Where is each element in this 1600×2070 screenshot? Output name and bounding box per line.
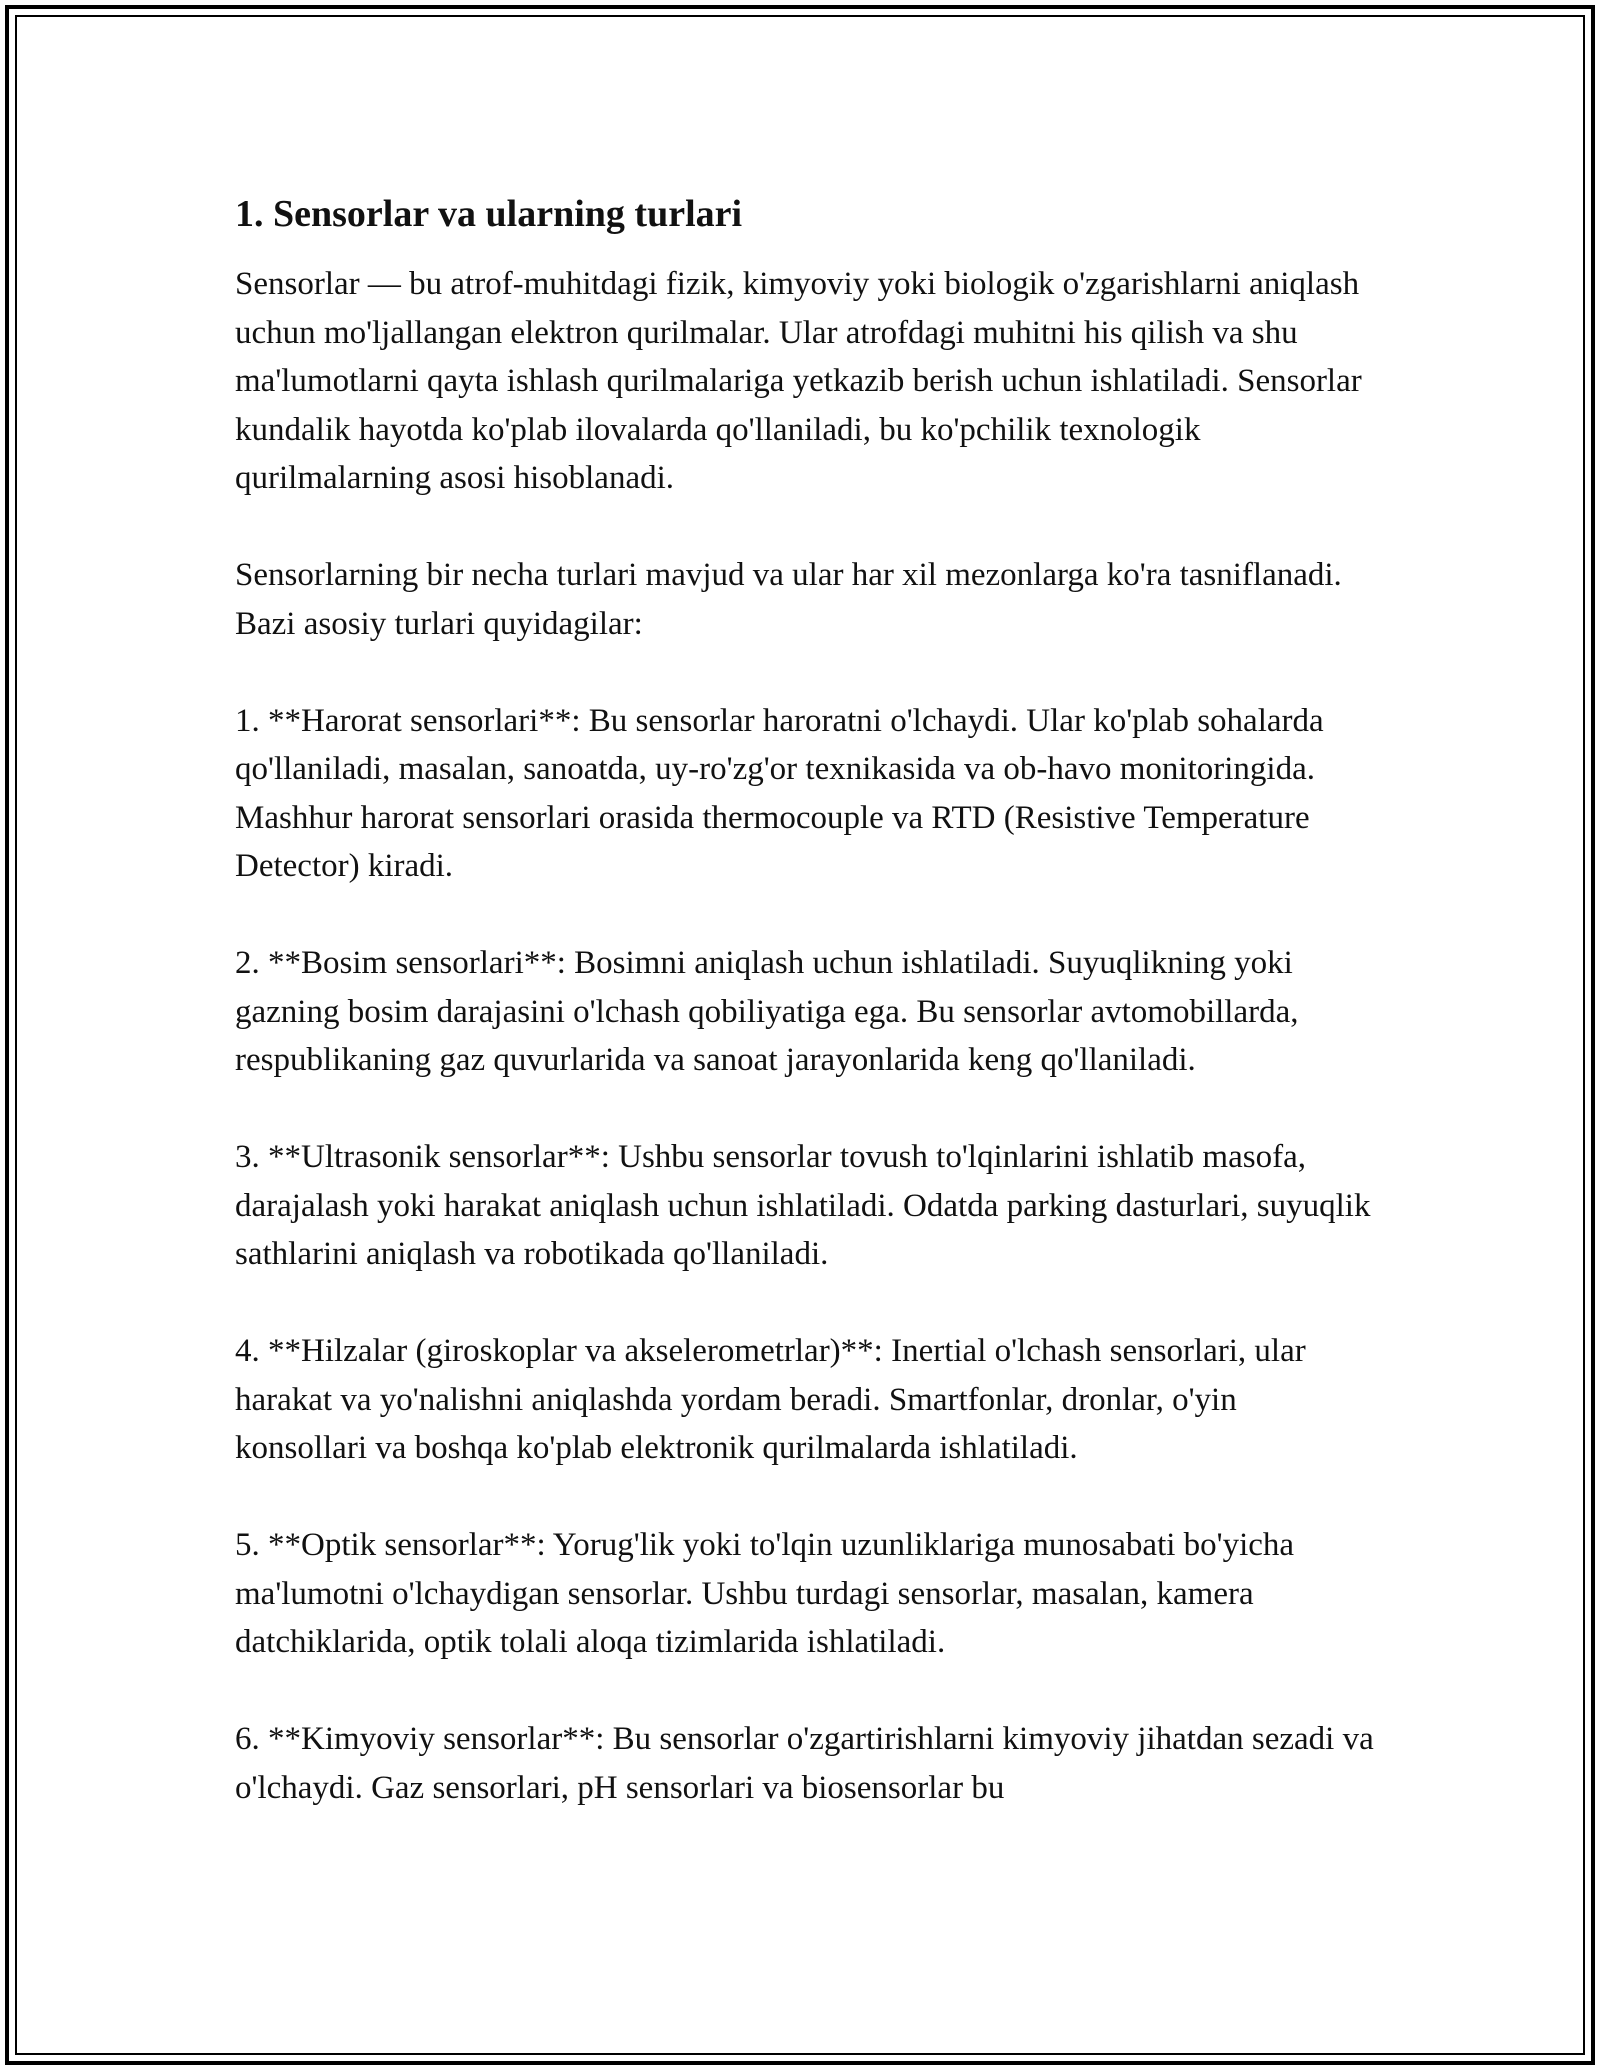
list-item-optical-sensors: 5. **Optik sensorlar**: Yorug'lik yoki to'lqin uzunliklariga munosabati bo'yicha ma'lumotni o'lchaydigan sensorlar. Ushbu turdagi sensorlar, masalan, kamera datchiklarida, optik tolali aloqa tizimlarida ishlatiladi. xyxy=(235,1527,1295,1660)
list-item-chemical-sensors: 6. **Kimyoviy sensorlar**: Bu sensorlar o'zgartirishlarni kimyoviy jihatdan sezadi va o'lchaydi. Gaz sensorlari, pH sensorlari va biosensorlar bu xyxy=(235,1721,1374,1806)
list-item-inertial-sensors: 4. **Hilzalar (giroskoplar va akselerometrlar)**: Inertial o'lchash sensorlari, ular harakat va yo'nalishni aniqlashda yordam beradi. Smartfonlar, dronlar, o'yin konsollari va boshqa ko'plab elektronik qurilmalarda ishlatiladi. xyxy=(235,1333,1306,1466)
list-item-pressure-sensors: 2. **Bosim sensorlari**: Bosimni aniqlash uchun ishlatiladi. Suyuqlikning yoki gazning bosim darajasini o'lchash qobiliyatiga ega. Bu sensorlar avtomobillarda, respublikaning gaz quvurlarida va sanoat jarayonlarida keng qo'llaniladi. xyxy=(235,945,1299,1078)
paragraph-types-intro: Sensorlarning bir necha turlari mavjud va ular har xil mezonlarga ko'ra tasniflanadi. Bazi asosiy turlari quyidagilar: xyxy=(235,557,1342,642)
list-item-temperature-sensors: 1. **Harorat sensorlari**: Bu sensorlar haroratni o'lchaydi. Ular ko'plab sohalarda qo'llaniladi, masalan, sanoatda, uy-ro'zg'or texnikasida va ob-havo monitoringida. Mashhur harorat sensorlari orasida thermocouple va RTD (Resistive Temperature Detector) kiradi. xyxy=(235,702,1324,884)
list-item-ultrasonic-sensors: 3. **Ultrasonik sensorlar**: Ushbu sensorlar tovush to'lqinlarini ishlatib masofa, darajalash yoki harakat aniqlash uchun ishlatiladi. Odatda parking dasturlari, suyuqlik sathlarini aniqlash va robotikada qo'llaniladi. xyxy=(235,1139,1371,1272)
document-heading: 1. Sensorlar va ularning turlari xyxy=(235,193,743,235)
paragraph-intro: Sensorlar — bu atrof-muhitdagi fizik, kimyoviy yoki biologik o'zgarishlarni aniqlash uchun mo'ljallangan elektron qurilmalar. Ular atrofdagi muhitni his qilish va shu ma'lumotlarni qayta ishlash qurilmalariga yetkazib berish uchun ishlatiladi. Sensorlar kundalik hayotda ko'plab ilovalarda qo'llaniladi, bu ko'pchilik texnologik qurilmalarning asosi hisoblanadi. xyxy=(235,266,1362,496)
document-body xyxy=(235,190,1375,1812)
